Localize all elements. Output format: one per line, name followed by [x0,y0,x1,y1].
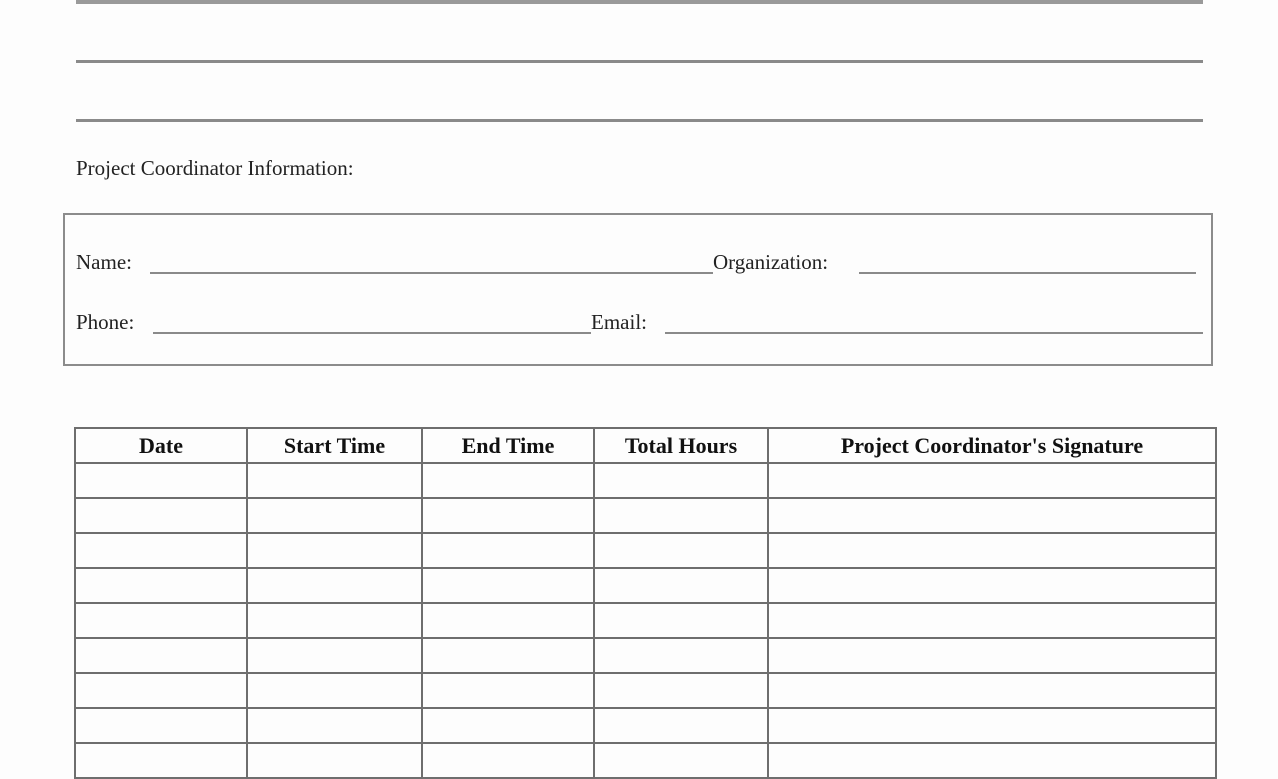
signature-cell[interactable] [768,568,1216,603]
total-hours-cell[interactable] [594,743,768,778]
total-hours-cell[interactable] [594,603,768,638]
table-row [75,638,1216,673]
total-hours-cell[interactable] [594,498,768,533]
table-row [75,498,1216,533]
table-row [75,463,1216,498]
email-field[interactable] [665,332,1203,334]
column-header-signature: Project Coordinator's Signature [768,428,1216,463]
column-header-total-hours: Total Hours [594,428,768,463]
table-row [75,603,1216,638]
date-cell[interactable] [75,638,247,673]
phone-label: Phone: [76,310,135,334]
total-hours-cell[interactable] [594,533,768,568]
start-time-cell[interactable] [247,743,422,778]
signature-cell[interactable] [768,533,1216,568]
table-row [75,568,1216,603]
end-time-cell[interactable] [422,463,594,498]
organization-label: Organization: [713,250,829,274]
blank-write-line-2[interactable] [76,119,1203,122]
column-header-start-time: Start Time [247,428,422,463]
end-time-cell[interactable] [422,498,594,533]
end-time-cell[interactable] [422,603,594,638]
signature-cell[interactable] [768,498,1216,533]
table-row [75,533,1216,568]
table-row [75,743,1216,778]
blank-write-line-1[interactable] [76,60,1203,63]
end-time-cell[interactable] [422,708,594,743]
signature-cell[interactable] [768,463,1216,498]
table-row [75,708,1216,743]
total-hours-cell[interactable] [594,463,768,498]
total-hours-cell[interactable] [594,638,768,673]
signature-cell[interactable] [768,743,1216,778]
name-field[interactable] [150,272,713,274]
total-hours-cell[interactable] [594,673,768,708]
signature-cell[interactable] [768,603,1216,638]
signature-cell[interactable] [768,708,1216,743]
end-time-cell[interactable] [422,638,594,673]
name-label: Name: [76,250,132,274]
date-cell[interactable] [75,463,247,498]
total-hours-cell[interactable] [594,568,768,603]
date-cell[interactable] [75,673,247,708]
end-time-cell[interactable] [422,568,594,603]
column-header-end-time: End Time [422,428,594,463]
date-cell[interactable] [75,533,247,568]
start-time-cell[interactable] [247,463,422,498]
email-label: Email: [591,310,647,334]
top-divider [76,0,1203,4]
start-time-cell[interactable] [247,708,422,743]
phone-field[interactable] [153,332,591,334]
signature-cell[interactable] [768,638,1216,673]
date-cell[interactable] [75,708,247,743]
start-time-cell[interactable] [247,673,422,708]
start-time-cell[interactable] [247,603,422,638]
start-time-cell[interactable] [247,498,422,533]
date-cell[interactable] [75,603,247,638]
table-header-row [75,428,1216,463]
organization-field[interactable] [859,272,1196,274]
date-cell[interactable] [75,568,247,603]
date-cell[interactable] [75,498,247,533]
hours-log-table [74,427,1217,779]
column-header-date: Date [75,428,247,463]
start-time-cell[interactable] [247,638,422,673]
coordinator-info-box [63,213,1213,366]
signature-cell[interactable] [768,673,1216,708]
start-time-cell[interactable] [247,533,422,568]
total-hours-cell[interactable] [594,708,768,743]
date-cell[interactable] [75,743,247,778]
end-time-cell[interactable] [422,533,594,568]
end-time-cell[interactable] [422,743,594,778]
end-time-cell[interactable] [422,673,594,708]
start-time-cell[interactable] [247,568,422,603]
section-title: Project Coordinator Information: [76,156,354,180]
table-row [75,673,1216,708]
